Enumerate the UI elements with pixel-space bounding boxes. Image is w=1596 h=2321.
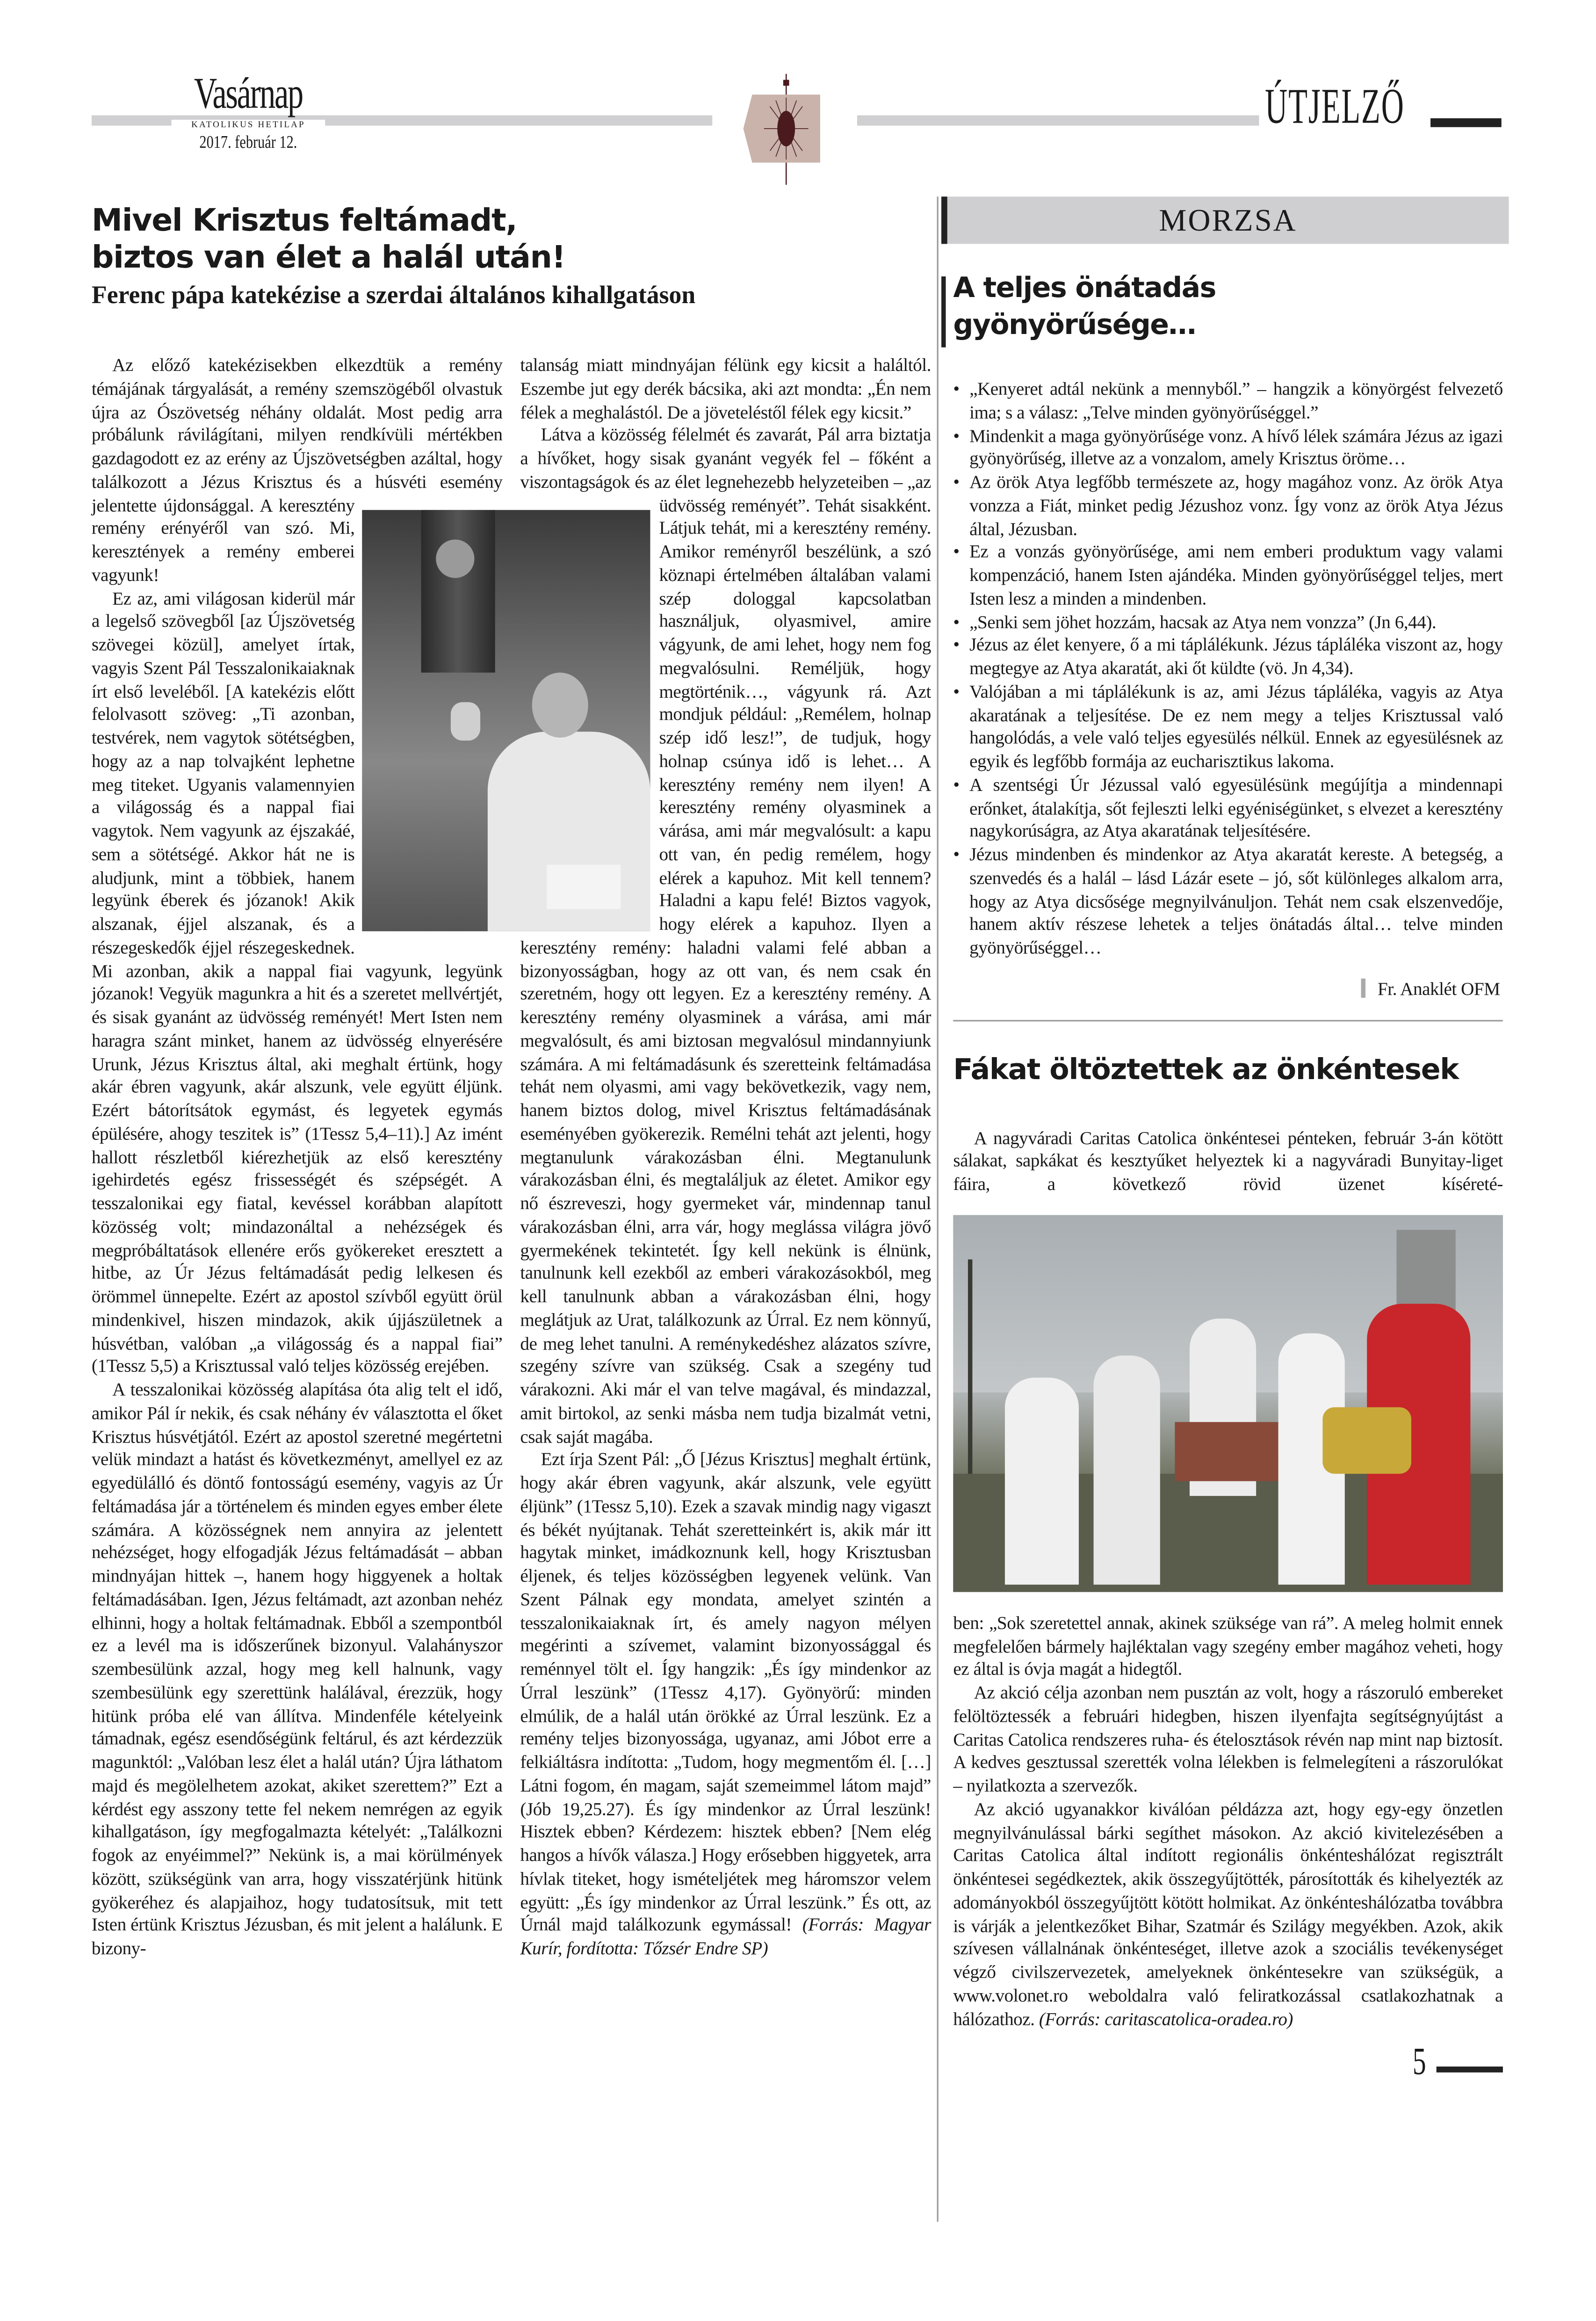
section-separator xyxy=(953,1019,1503,1021)
list-item: • „Senki sem jöhet hozzám, hacsak az Atya nem vonzza” (Jn 6,44). xyxy=(953,611,1503,635)
trees-body xyxy=(953,1612,1503,2031)
header-rule-right xyxy=(857,115,1259,125)
section-title: ÚTJELZŐ xyxy=(1265,80,1405,135)
list-item: • Jézus mindenben és mindenkor az Atya akaratát kereste. A betegség, a szenvedés és a halál – lásd Lázár esete – jó, sőt különleges alkalom arra, hogy az Atya dicsősége megnyilvánuljon. Tehát nem csak elszenvedője, hanem aktív részese lehetek a teljes önátadás által… telve minden gyönyörűséggel… xyxy=(953,844,1503,960)
trees-intro xyxy=(953,1127,1503,1197)
morzsa-title xyxy=(953,270,1215,344)
sun-emblem-icon xyxy=(731,74,842,185)
list-item: • Jézus az élet kenyere, ő a mi táplálékunk. Jézus tápláléka viszont az, hogy megtegye az Atya akaratát, aki őt küldte (vö. Jn 4,34). xyxy=(953,635,1503,682)
right-column xyxy=(953,378,1503,2085)
signature: Fr. Anaklét OFM xyxy=(1377,978,1500,999)
issue-date: 2017. február 12. xyxy=(199,131,297,152)
morzsa-header: MORZSA xyxy=(941,196,1509,244)
list-item: • Ez a vonzás gyönyörűsége, ami nem emberi produktum vagy valami kompenzáció, hanem Isten ajándéka. Minden gyönyörűséggel teljes, mert Isten lesz a minden a mindenben. xyxy=(953,541,1503,611)
paragraph: talanság miatt mindnyájan félünk egy kicsit a haláltól. Eszembe jut egy derék bácsika, aki azt mondta: „Én nem félek a meghalástól. De a jöveteléstől félek egy kicsit.” xyxy=(520,355,931,422)
paragraph: ben: „Sok szeretettel annak, akinek szüksége van rá”. A meleg holmit ennek megfelelően bármely hajléktalan vagy szegény ember magához veheti, hogy ez által is óvja magát a hidegtől. xyxy=(953,1612,1503,1680)
paragraph: Ez az, ami világosan kiderül már a legelső szövegből [az Újszövetség szövegei közül], amelyet írtak, vagyis Szent Pál Tesszalonikaiaknak írt első leveléből. [A katekézis előtt felolvasott szöveg: „Ti azonban, testvérek, nem vagytok sötétségben, hogy az a nap tolvajként lephetne meg titeket. Ugyanis valamennyien a világosság és a nappal fiai vagytok. Nem vagyunk az éjszakáé, sem a sötétségé. Akkor hát ne is aludjunk, mint a többiek, hanem legyünk éberek és józanok! Akik alszanak, éjjel alszanak, és a részegeskedők éjjel részegeskednek. Mi azonban, akik a nappal fiai vagyunk, legyünk józanok! Vegyük magunkra a hit és a szeretet mellvértjét, és sisak gyanánt az üdvösség reményét! Mert Isten nem haragra szánt minket, hanem az üdvösség elnyerésére Urunk, Jézus Krisztus által, aki meghalt értünk, hogy akár ébren vagyunk, akár alszunk, vele együtt éljünk. Ezért bátorítsátok egymást, és legyetek egymás épülésére, ahogy teszitek is” (1Tessz 5,4–11).] Az imént hallott részletből kiérezhetjük az első keresztény igehirdetés egész frissességét és szépségét. A tesszalonikai egy fiatal, kevéssel korábban alapított közösség volt; mindazonáltal a nehézségek és megpróbáltatások ellenére erős gyökereket eresztett a hitbe, az Úr Jézus feltámadását pedig lelkesen és örömmel ünnepelte. Ezért az apostol szívből együtt örül mindenkivel, hiszen mindazok, akik újjászületnek a húsvétban, valóban „a világosság és a nappal fiai” (1Tessz 5,5) a Krisztussal való teljes közösség erejében. xyxy=(91,588,503,1377)
paragraph: Az akció célja azonban nem pusztán az volt, hogy a rászoruló embereket felöltöztessék a februári hidegben, hiszen ilyenfajta segítségnyújtást a Caritas Catolica rendszeres ruha- és ételosztások révén nap mint nap biztosít. A kedves gesztussal szerették volna lélekben is felmelegíteni a rászorulókat – nyilatkozta a szervezők. xyxy=(953,1682,1503,1796)
column-divider xyxy=(937,196,939,2221)
morzsa-title-line: gyönyörűsége… xyxy=(953,309,1196,342)
paragraph: A nagyváradi Caritas Catolica önkéntesei pénteken, február 3-án kötött sálakat, sapkákat és kesztyűket helyeztek ki a nagyváradi Bunyitay-liget fáira, a következő rövid üzenet kíséreté- xyxy=(953,1127,1503,1195)
morzsa-list xyxy=(953,378,1503,960)
morzsa-title-line: A teljes önátadás xyxy=(953,272,1216,305)
page-number-bar xyxy=(1437,2067,1503,2073)
heading-bar xyxy=(941,276,946,348)
paragraph: Látva a közösség félelmét és zavarát, Pál arra biztatja a hívőket, hogy sisak gyanánt vegyék fel – főként a viszontagságok és az élet legnehezebb helyzeteiben – „az üdvösség reményét”. Tehát sisakként. Látjuk tehát, mi a keresztény remény. Amikor reményről beszélünk, a szó köznapi értelmében általában valami szép dologgal kapcsolatban használjuk, olyasmivel, amire vágyunk, de ami lehet, hogy nem fog megvalósulni. Reméljük, hogy megtörténik…, vágyunk rá. Azt mondjuk például: „Remélem, holnap szép idő lesz!”, de tudjuk, hogy holnap csúnya idő is lehet… A keresztény remény nem ilyen! A keresztény remény olyasminek a várása, ami már megvalósult: a kapu ott van, én pedig remélem, hogy elérek a kapuhoz. Mit kell tennem? Haladni a kapu felé! Biztos vagyok, hogy elérek a kapuhoz. Ilyen a keresztény remény: haladni valami felé abban a bizonyosságban, hogy az ott van, és nem csak én szeretném, hogy ott legyen. Ez a keresztény remény. A keresztény remény olyasminek a várása, ami már megvalósult, és ami biztosan megvalósul mindannyiunk számára. A mi feltámadásunk és szeretteink feltámadása tehát nem olyasmi, ami vagy bekövetkezik, vagy nem, hanem biztos dolog, mivel Krisztus feltámadásának eseményében gyökerezik. Remélni tehát azt jelenti, hogy megtanulunk várakozásban élni. Megtanulunk várakozásban élni, és megtaláljuk az életet. Amikor egy nő észreveszi, hogy gyermeket vár, mindennap tanul várakozásban élni, arra vár, hogy meglássa világra jövő gyermekének tekintetét. Így kell nekünk is élnünk, tanulnunk kell ezekből az emberi várakozásokból, meg kell tanulnunk abban a várakozásban élni, hogy meglátjuk az Urat, találkozunk az Úrral. Ez nem könnyű, de meg lehet tanulni. A reménykedéshez alázatos szívre, szegény szívre van szükség. Csak a szegény tud várakozni. Aki már el van telve magával, és mindazzal, amit birtokol, az senki másba nem tudja bizalmát vetni, csak saját magába. xyxy=(520,424,931,1447)
paragraph xyxy=(520,1449,931,1961)
article-title xyxy=(92,203,565,276)
trees-source: (Forrás: caritascatolica-oradea.ro) xyxy=(1039,2008,1293,2029)
article-title-line: biztos van élet a halál után! xyxy=(91,239,565,275)
article-title-line: Mivel Krisztus feltámadt, xyxy=(91,202,517,238)
paragraph: A tesszalonikai közösség alapítása óta alig telt el idő, amikor Pál ír nekik, és csak néhány év választotta el őket Krisztus húsvétjától. Ezért az apostol szeretné megértetni velük mindazt a hatást és következményt, amellyel ez az egyedülálló és döntő fontosságú esemény, vagyis az Úr feltámadása jár a történelem és minden egyes ember élete számára. A közösségnek nem annyira az jelentett nehézséget, hogy elfogadják Jézus feltámadását – abban mindnyájan hittek –, hanem hogy higgyenek a holtak feltámadásában. Igen, Jézus feltámadt, azt azonban nehéz elhinni, hogy a holtak feltámadnak. Ebből a szempontból ez a levél ma is időszerűnek bizonyul. Valahányszor szembesülünk azzal, hogy meg kell halnunk, vagy szembesülünk egy szerettünk halálával, érezzük, hogy hitünk próba elé van állítva. Mindenféle kételyeink támadnak, egész esendőségünk feltárul, és azt kérdezzük magunktól: „Valóban lesz élet a halál után? Újra láthatom majd és megölelhetem azokat, akiket szerettem?” Ezt a kérdést egy asszony tette fel nekem nemrégen az egyik kihallgatáson, így megfogalmazta kételyét: „Találkozni fogok az enyéimmel?” Nekünk is, a mai körülmények között, szükségünk van arra, hogy visszatérjünk hitünk gyökeréhez és alapjaihoz, hogy tudatosítsuk, mit tett Isten értünk Krisztus Jézusban, és mit jelent a halálunk. E bizony- xyxy=(91,1379,503,1959)
pope-photo xyxy=(362,510,650,931)
masthead-logo xyxy=(172,71,325,152)
page-number: 5 xyxy=(1413,2040,1426,2083)
article-source: (Forrás: Magyar Kurír, fordította: Tőzsér Endre SP) xyxy=(520,1915,931,1959)
list-item: • A szentségi Úr Jézussal való egyesülésünk megújítja a mindennapi erőnket, átalakítja, sőt fejleszti lelki egyéniségünket, s elvezet a keresztény nagykorúságra, az Atya akaratának teljesítésére. xyxy=(953,774,1503,844)
section-bar xyxy=(1430,118,1502,127)
list-item: • Az örök Atya legfőbb természete az, hogy magához vonz. Az örök Atya vonzza a Fiát, minket pedig Jézushoz vonz. Így vonz az örök Atya Jézus által, Jézusban. xyxy=(953,471,1503,541)
paragraph-text: Az akció ugyanakkor kiválóan példázza azt, hogy egy-egy önzetlen megnyilvánulással bárki segíthet másokon. Az akció kivitelezésében a Caritas Catolica által indított regionális önkénteshálózat regisztrált önkéntesei segédkeztek, akik összegyűjtötték, párosították és kihelyezték az adományokból összegyűjtött kötött holmikat. Az önkénteshálózatba továbbra is várják a jelentkezőket Bihar, Szatmár és Szilágy megyékben. Azok, akik szívesen vállalnának önkénteséget, illetve azok a szociális tevékenységet végző civilszervezetek, amelyeknek önkéntesekre van szükségük, a www.volonet.ro weboldalra való feliratkozással csatlakozhatnak a hálózathoz. xyxy=(953,1799,1503,2029)
paragraph-text: Ezt írja Szent Pál: „Ő [Jézus Krisztus] meghalt értünk, hogy akár ébren vagyunk, akár alszunk, vele együtt éljünk” (1Tessz 5,10). Ezek a szavak mindig nagy vigaszt és békét nyújtanak. Tehát szeretteinkért is, akik már itt hagytak minket, imádkoznunk kell, hogy Krisztusban éljenek, és teljes közösségben legyenek velünk. Van Szent Pálnak egy mondata, amelyet szintén a tesszalonikaiaknak írt, és amely nagyon mélyen megérinti a szívemet, valamint bizonyossággal és reménnyel tölt el. Így hangzik: „És így mindenkor az Úrral leszünk” (1Tessz 4,17). Gyönyörű: minden elmúlik, de a halál után örökké az Úrral leszünk. Ez a remény teljes bizonyossága, ugyanaz, ami Jóbot erre a felkiáltásra indította: „Tudom, hogy megmentőm él. […] Látni fogom, én magam, saját szemeimmel látom majd” (Jób 19,25.27). És így mindenkor az Úrral leszünk! Hisztek ebben? Kérdezem: hisztek ebben? [Nem elég hangos a hívők válasza.] Hogy erősebben higgyetek, arra hívlak titeket, hogy ismételjétek meg háromszor velem együtt: „És így mindenkor az Úrral leszünk.” És ott, az Úrnál majd találkozunk egymással! xyxy=(520,1449,931,1936)
logo-name: Vasárnap xyxy=(194,69,303,118)
volunteers-photo xyxy=(953,1215,1503,1592)
paragraph xyxy=(953,1799,1503,2031)
logo-subtitle: KATOLIKUS HETILAP xyxy=(172,120,325,131)
signature-bar xyxy=(1361,978,1365,997)
paragraph: Az előző katekézisekben elkezdtük a remény témájának tárgyalását, a remény szemszögéből olvastuk újra az Ószövetség néhány oldalát. Most pedig arra próbálunk rávilágítani, milyen rendkívüli mértékben gazdagodott ez az erény az Újszövetségben azáltal, hogy találkozott a Jézus Krisztus és a húsvéti esemény jelentette újdonsággal. A keresztény remény erényéről van szó. Mi, keresztények a remény emberei vagyunk! xyxy=(91,355,503,585)
list-item: • Valójában a mi táplálékunk is az, ami Jézus tápláléka, vagyis az Atya akaratának a teljesítése. De ez nem megy a teljes Krisztussal való hangolódás, a vele való teljes egyesülés nélkül. Ennek az egyesülésnek az egyik és legfőbb formája az eucharisztikus lakoma. xyxy=(953,681,1503,774)
page-number-row xyxy=(953,2040,1503,2085)
article-subtitle: Ferenc pápa katekézise a szerdai általános kihallgatáson xyxy=(91,281,696,309)
list-item: • Mindenkit a maga gyönyörűsége vonz. A hívő lélek számára Jézus az igazi gyönyörűség, illetve az a vonzalom, amely Krisztus öröme… xyxy=(953,425,1503,472)
trees-article-title: Fákat öltöztettek az önkéntesek xyxy=(953,1052,1459,1086)
signature-row xyxy=(953,978,1503,1001)
list-item: • „Kenyeret adtál nekünk a mennyből.” – hangzik a könyörgést felvezető ima; s a válasz: „Telve minden gyönyörűséggel.” xyxy=(953,378,1503,425)
